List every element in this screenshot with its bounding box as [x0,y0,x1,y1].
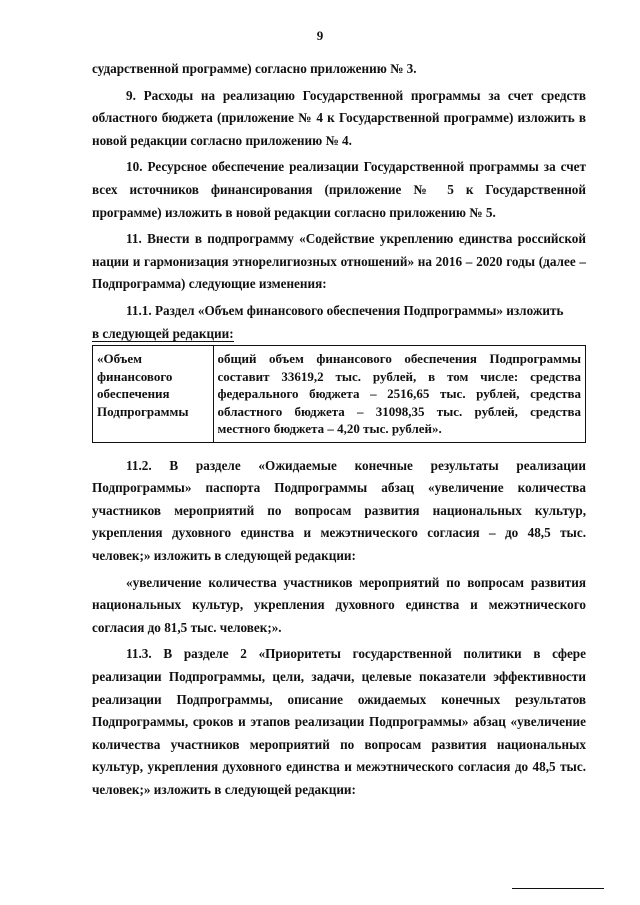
financing-table-row [93,346,586,443]
document-body [92,58,586,806]
page-number: 9 [316,28,324,43]
financing-table-value: общий объем финансового обеспечения Подпрограммы составит 33619,2 тыс. рублей, в том числе: средства федерального бюджета – 2516,65 тыс. рублей, средства областного бюджета – 31098,35 тыс. рублей, средства местного бюджета – 4,20 тыс. рублей». [213,346,585,443]
financing-table-label: «Объем финансового обеспечения Подпрограммы [93,346,214,443]
paragraph-continuation: сударственной программе) согласно приложению № 3. [92,61,417,76]
underlined-lead-text: в следующей редакции: [92,325,234,341]
paragraph-item-11-2: 11.2. В разделе «Ожидаемые конечные результаты реализации Подпрограммы» паспорта Подпрограммы абзац «увеличение количества участников мероприятий по вопросам развития национальных культур, укрепления духовного единства и межэтнического согласия – до 48,5 тыс. человек;» изложить в следующей редакции: [92,457,586,563]
footer-rule [512,888,604,889]
paragraph-quoted-new-text: «увеличение количества участников мероприятий по вопросам развития национальных культур, укрепления духовного единства и межэтнического согласия до 81,5 тыс. человек;». [92,574,586,635]
paragraph-item-11: 11. Внести в подпрограмму «Содействие укреплению единства российской нации и гармонизация этнорелигиозных отношений» на 2016 – 2020 годы (далее – Подпрограмма) следующие изменения: [92,231,586,292]
paragraph-item-10: 10. Ресурсное обеспечение реализации Государственной программы за счет всех источников финансирования (приложение № 5 к Государственной программе) изложить в новой редакции согласно приложению № 5. [92,159,586,220]
financing-table [92,345,586,443]
paragraph-item-11-1-tail [92,323,586,346]
paragraph-item-9: 9. Расходы на реализацию Государственной программы за счет средств областного бюджета (приложение № 4 к Государственной программе) изложить в новой редакции согласно приложению № 4. [92,87,586,148]
paragraph-item-11-1: 11.1. Раздел «Объем финансового обеспечения Подпрограммы» изложить [126,302,564,318]
paragraph-item-11-3: 11.3. В разделе 2 «Приоритеты государственной политики в сфере реализации Подпрограммы, цели, задачи, целевые показатели эффективности реализации Подпрограммы, описание ожидаемых конечных результатов Подпрограммы, сроков и этапов реализации Подпрограммы» абзац «увеличение количества участников мероприятий по вопросам развития национальных культур, укрепления духовного единства и межэтнического согласия до 48,5 тыс. человек;» изложить в следующей редакции: [92,646,586,797]
